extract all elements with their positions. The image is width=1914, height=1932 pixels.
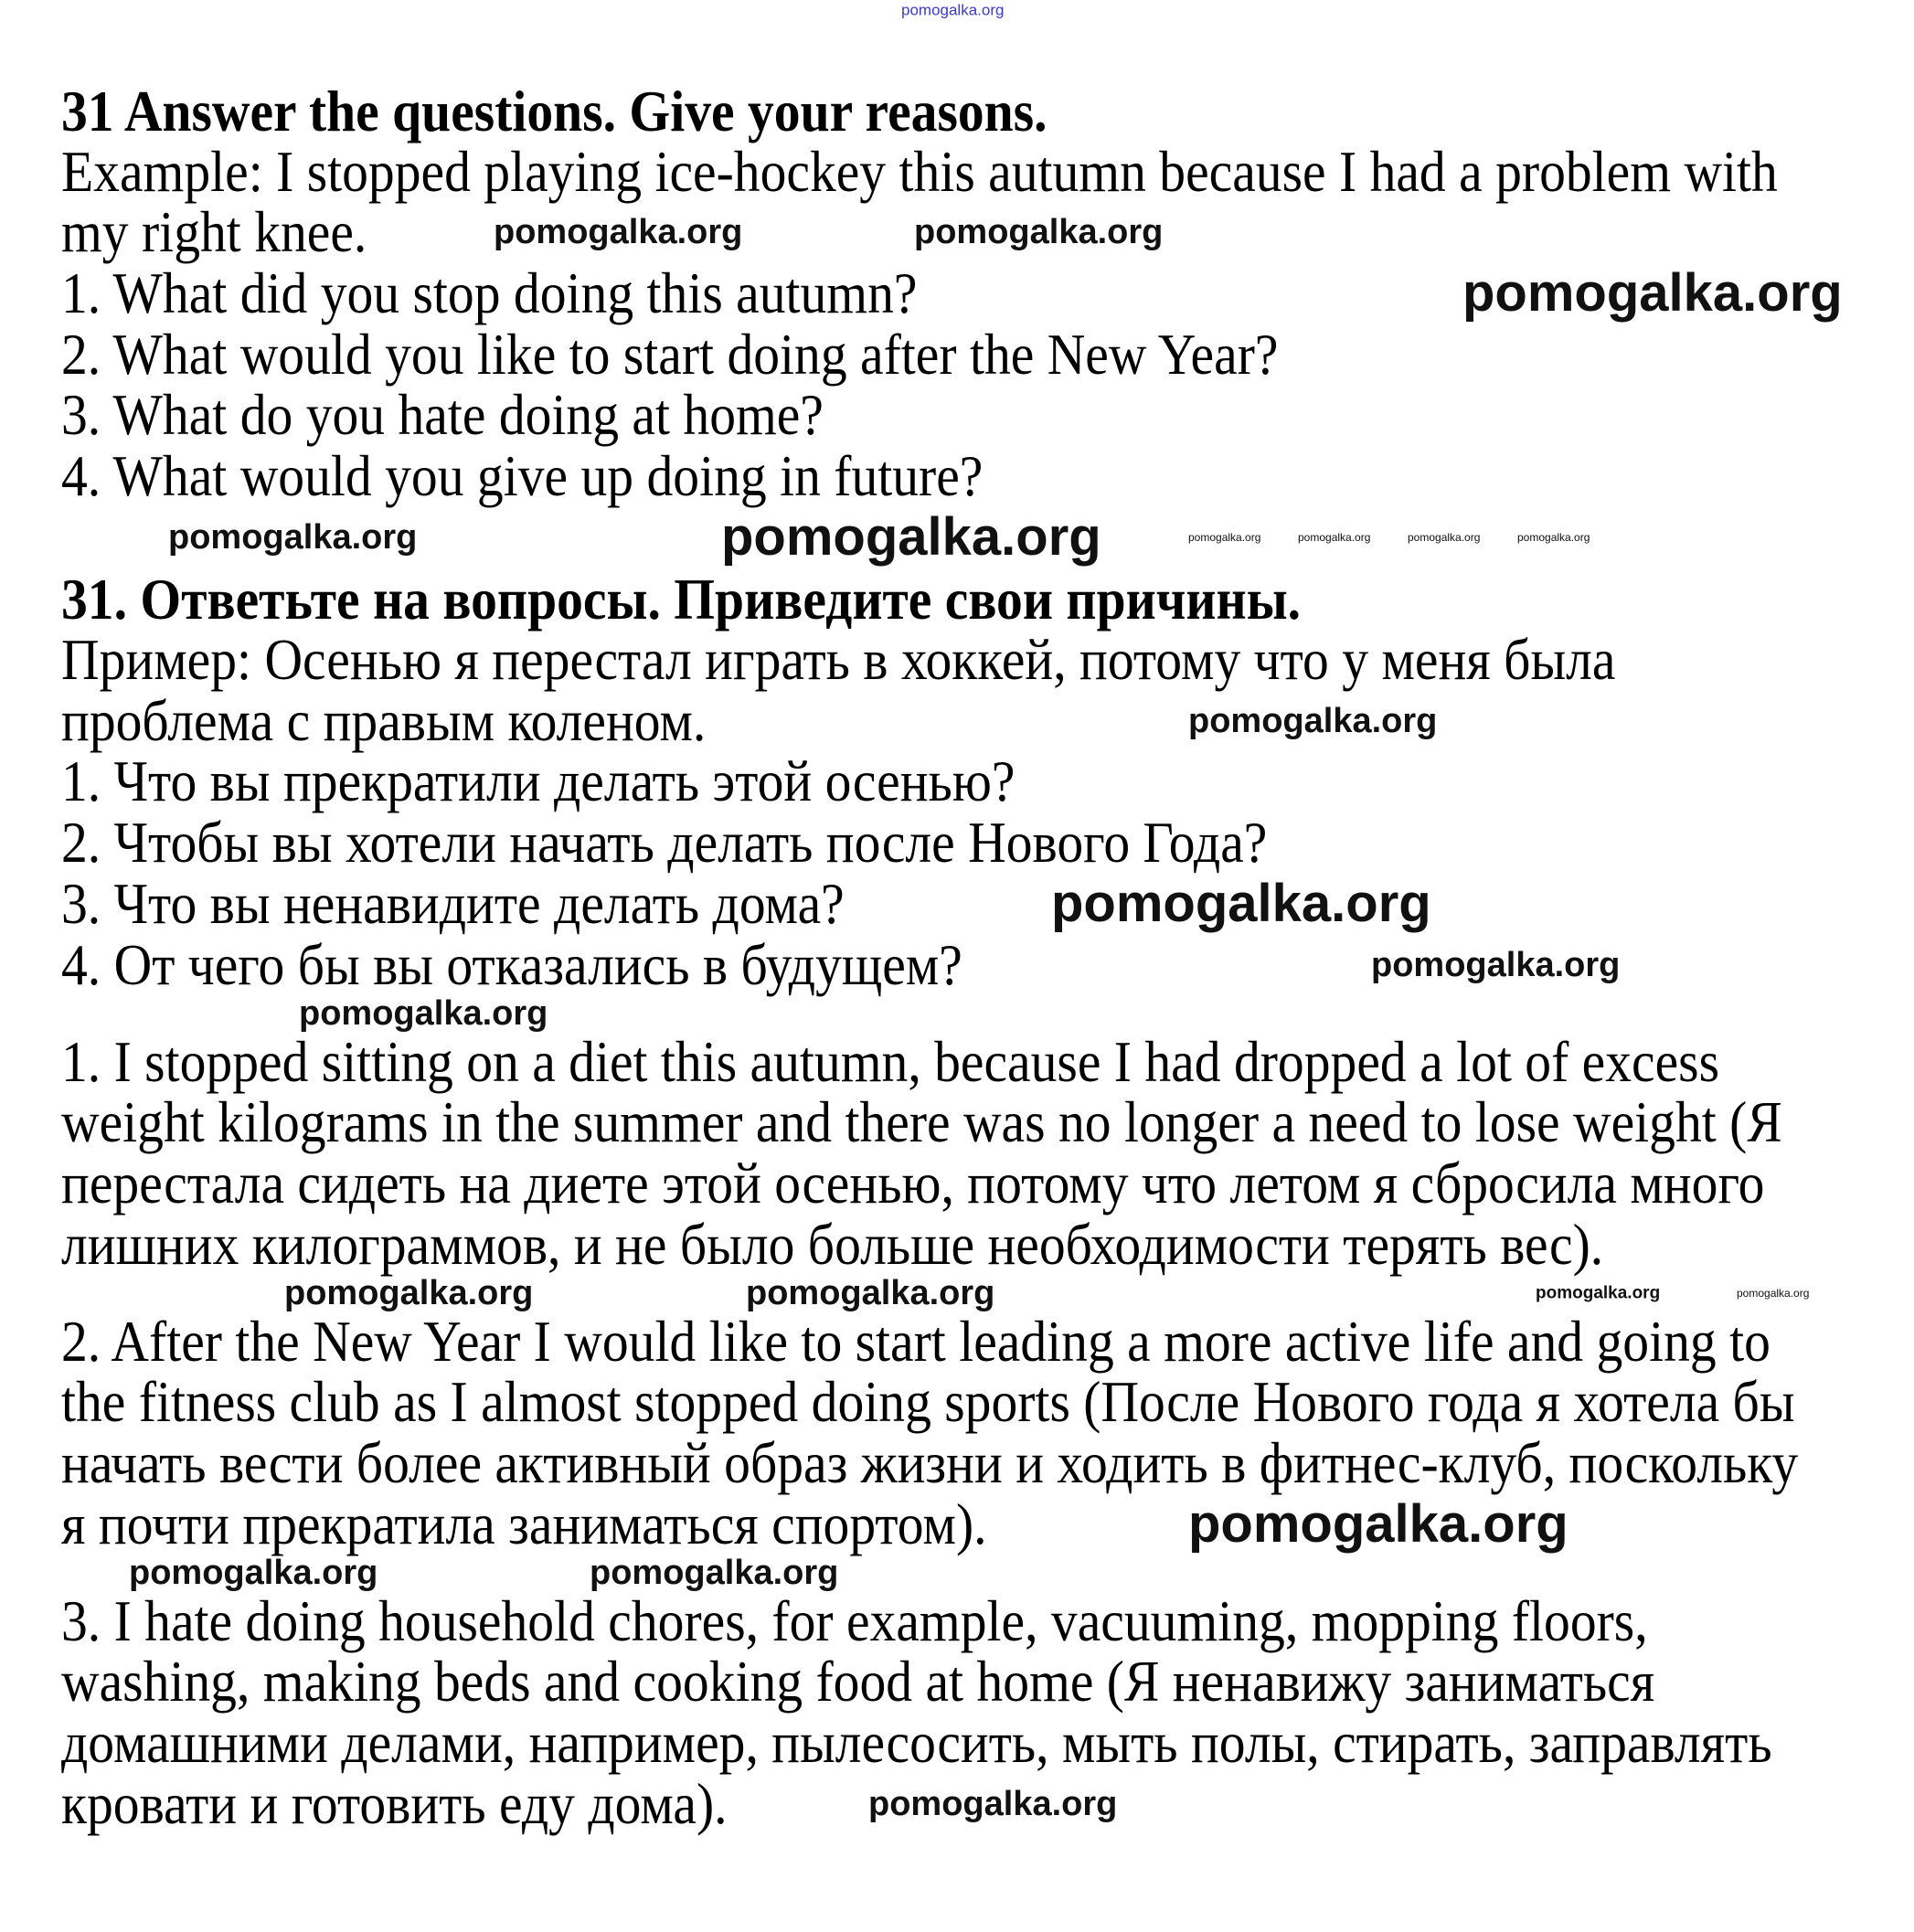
answer-line: 1. I stopped sitting on a diet this autumn, because I had dropped a lot of excess xyxy=(61,1029,1719,1094)
question-en: 4. What would you give up doing in future? xyxy=(61,443,984,508)
watermark: pomogalka.org xyxy=(914,213,1164,251)
watermark: pomogalka.org xyxy=(868,1785,1118,1823)
task-heading-ru: 31. Ответьте на вопросы. Приведите свои причины. xyxy=(61,567,1302,632)
watermark: pomogalka.org xyxy=(129,1554,378,1592)
question-ru: 4. От чего бы вы отказались в будущем? xyxy=(61,932,962,997)
example-line: Example: I stopped playing ice-hockey this autumn because I had a problem with xyxy=(61,139,1778,204)
watermark: pomogalka.org xyxy=(1737,1287,1810,1300)
watermark: pomogalka.org xyxy=(1462,263,1843,323)
watermark: pomogalka.org xyxy=(299,994,548,1033)
watermark: pomogalka.org xyxy=(746,1274,995,1312)
answer-line: 2. After the New Year I would like to start leading a more active life and going to xyxy=(61,1309,1770,1374)
question-en: 3. What do you hate doing at home? xyxy=(61,382,824,447)
watermark: pomogalka.org xyxy=(168,518,418,557)
watermark: pomogalka.org xyxy=(1371,946,1621,984)
answer-line: washing, making beds and cooking food at home (Я ненавижу заниматься xyxy=(61,1649,1655,1714)
answer-line: кровати и готовить еду дома). xyxy=(61,1771,728,1836)
watermark: pomogalka.org xyxy=(494,213,743,251)
answer-line: weight kilograms in the summer and there was no longer a need to lose weight (Я xyxy=(61,1089,1782,1154)
answer-line: я почти прекратила заниматься спортом). xyxy=(61,1491,987,1556)
watermark: pomogalka.org xyxy=(1517,531,1590,544)
watermark: pomogalka.org xyxy=(1051,874,1431,933)
task-heading-en: 31 Answer the questions. Give your reasons. xyxy=(61,79,1047,143)
watermark: pomogalka.org xyxy=(1408,531,1481,544)
watermark: pomogalka.org xyxy=(1188,531,1261,544)
answer-line: начать вести более активный образ жизни и ходить в фитнес-клуб, поскольку xyxy=(61,1430,1799,1495)
example-line: my right knee. xyxy=(61,199,367,264)
question-ru: 2. Чтобы вы хотели начать делать после Нового Года? xyxy=(61,810,1268,875)
watermark: pomogalka.org xyxy=(1298,531,1371,544)
question-en: 2. What would you like to start doing after the New Year? xyxy=(61,322,1279,387)
watermark: pomogalka.org xyxy=(1536,1283,1661,1303)
answer-line: перестала сидеть на диете этой осенью, потому что летом я сбросила много xyxy=(61,1151,1765,1215)
watermark: pomogalka.org xyxy=(1188,702,1438,740)
example-line-ru: проблема с правым коленом. xyxy=(61,688,707,753)
answer-line: the fitness club as I almost stopped doing sports (После Нового года я хотела бы xyxy=(61,1369,1795,1434)
watermark: pomogalka.org xyxy=(590,1554,839,1592)
answer-line: 3. I hate doing household chores, for example, vacuuming, mopping floors, xyxy=(61,1588,1648,1653)
question-ru: 3. Что вы ненавидите делать дома? xyxy=(61,871,845,936)
answer-line: домашними делами, например, пылесосить, мыть полы, стирать, заправлять xyxy=(61,1710,1772,1775)
example-line-ru: Пример: Осенью я перестал играть в хоккей, потому что у меня была xyxy=(61,627,1616,692)
watermark: pomogalka.org xyxy=(721,507,1101,567)
watermark: pomogalka.org xyxy=(284,1274,534,1312)
question-ru: 1. Что вы прекратили делать этой осенью? xyxy=(61,748,1015,813)
watermark-link[interactable]: pomogalka.org xyxy=(901,1,1005,19)
answer-line: лишних килограммов, и не было больше необходимости терять вес). xyxy=(61,1212,1604,1277)
watermark: pomogalka.org xyxy=(1188,1494,1568,1554)
question-en: 1. What did you stop doing this autumn? xyxy=(61,260,918,325)
